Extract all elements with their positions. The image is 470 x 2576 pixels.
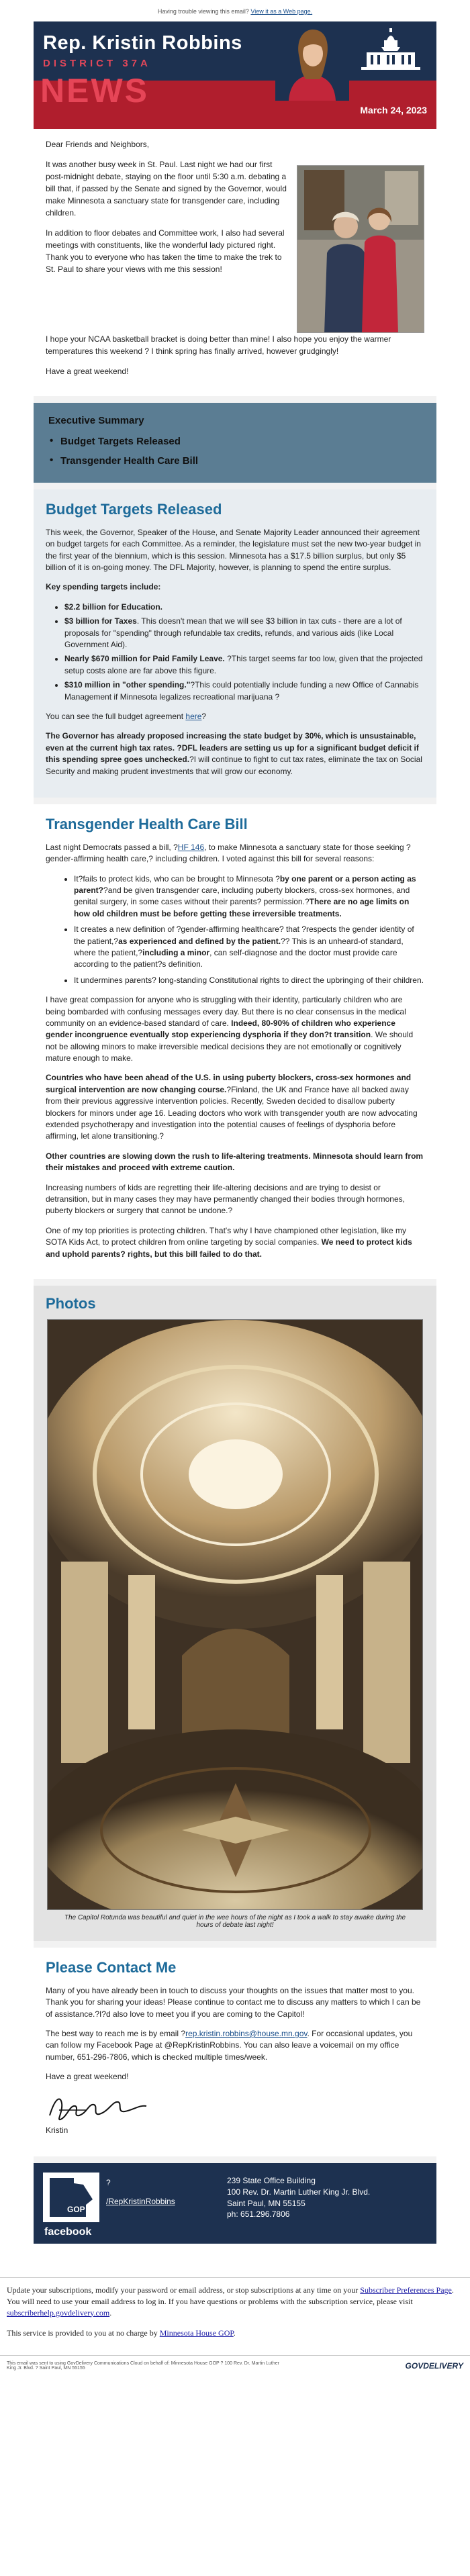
address-line: 100 Rev. Dr. Martin Luther King Jr. Blvd. bbox=[227, 2187, 371, 2197]
tcare-paragraph: Other countries are slowing down the rush to life-altering treatments. Minnesota should learn from their mistakes and proceed with extreme caution. bbox=[46, 1151, 424, 1173]
intro-paragraph: In addition to floor debates and Committee work, I also had several meetings with constituents, like the wonderful lady pictured right. Thank you to everyone who has taken the time to make the trek to St. Paul to share your views with me this session! bbox=[46, 228, 285, 274]
subscriber-help-link[interactable]: subscriberhelp.govdelivery.com bbox=[7, 2307, 110, 2318]
contact-paragraph: The best way to reach me is by email ?rep.kristin.robbins@house.mn.gov. For occasional updates, you can follow my Facebook Page at @RepKristinRobbins. You can also leave a voicemail on my office number, 651-296-7806, which is checked multiple times/week. bbox=[46, 2028, 413, 2062]
govdelivery-logo[interactable]: GOVDELIVERY bbox=[405, 2361, 463, 2371]
list-item: • $2.2 billion for Education. bbox=[64, 602, 424, 613]
header-district: DISTRICT 37A bbox=[43, 58, 151, 69]
email-link[interactable]: rep.kristin.robbins@house.mn.gov bbox=[185, 2028, 308, 2038]
minnesota-gop-icon[interactable] bbox=[43, 2173, 99, 2240]
intro-closing: Have a great weekend! bbox=[46, 367, 129, 376]
list-item: • It undermines parents? long-standing Constitutional rights to direct the upbringing of their children. bbox=[74, 975, 424, 986]
house-gop-link[interactable]: Minnesota House GOP bbox=[159, 2328, 234, 2338]
header-title: Rep. Kristin Robbins bbox=[43, 32, 242, 54]
contact-title: Please Contact Me bbox=[46, 1958, 177, 1976]
fine-print: This email was sent to using GovDelivery Communications Cloud on behalf of: Minnesota House GOP ? 100 Rev. Dr. Martin Luther King Jr. Blvd. ? Saint Paul, MN 55155 bbox=[7, 2361, 279, 2371]
key-targets-label: Key spending targets include: bbox=[46, 582, 161, 592]
signature-name: Kristin bbox=[46, 2125, 68, 2135]
photo-caption: The Capitol Rotunda was beautiful and quiet in the wee hours of the night as I took a walk to stay awake during the hours of debate last night! bbox=[64, 1913, 406, 1929]
intro-paragraph: It was another busy week in St. Paul. Last night we had our first post-midnight debate, staying on the floor until 5:30 a.m. debating a bill that, if passed by the Senate and signed by the Governor, would make Minnesota a sanctuary state for transgender care, including children. bbox=[46, 160, 287, 218]
header-news-label: NEWS bbox=[40, 72, 149, 109]
newsletter-header bbox=[34, 21, 436, 129]
reasons-list bbox=[46, 873, 424, 987]
intro-paragraph: I hope your NCAA basketball bracket is doing better than mine! I also hope you enjoy the warmer temperatures this weekend ? I think spring has finally arrived, however grudgingly! bbox=[46, 334, 391, 356]
address-line: 239 State Office Building bbox=[227, 2175, 316, 2185]
phone-line: ph: 651.296.7806 bbox=[227, 2209, 290, 2220]
budget-title: Budget Targets Released bbox=[46, 501, 222, 518]
capitol-rotunda-photo bbox=[47, 1319, 423, 1910]
facebook-label: facebook bbox=[44, 2226, 92, 2238]
executive-summary bbox=[34, 396, 436, 489]
facebook-block bbox=[99, 2173, 207, 2206]
facebook-page-link[interactable]: /RepKristinRobbins bbox=[106, 2196, 175, 2206]
summary-title: Executive Summary bbox=[48, 415, 144, 426]
address-line: Saint Paul, MN 55155 bbox=[227, 2198, 306, 2208]
header-date: March 24, 2023 bbox=[360, 105, 427, 115]
constituent-photo bbox=[297, 165, 424, 333]
budget-agreement-link[interactable]: here bbox=[185, 711, 202, 721]
transgender-bill-section bbox=[34, 798, 436, 1279]
contact-section bbox=[34, 1941, 436, 2156]
contact-closing: Have a great weekend! bbox=[46, 2072, 129, 2082]
footer-q: ? bbox=[106, 2177, 111, 2187]
newsletter bbox=[34, 21, 436, 2244]
tcare-paragraph: I have great compassion for anyone who is struggling with their identity, particularly children who are being bombarded with confusing messages every day. But there is no clear consensus in the medical community on an evidence-based standard of care. Indeed, 80-90% of children who experience gender incongruence eventually stop experiencing dysphoria if they don?t transition. We should not be allowing minors to make irreversible medical decisions they are not emotionally or cognitively mature enough to make. bbox=[46, 995, 414, 1063]
govdelivery-bar bbox=[0, 2355, 470, 2376]
list-item: • $3 billion for Taxes. This doesn't mean that we will see $3 billion in tax cuts - there are a lot of proposals for "spending" through refundable tax credits, refunds, and various aids (like Local Government Aid). bbox=[64, 616, 424, 651]
gop-label: GOP bbox=[67, 2204, 85, 2214]
summary-item[interactable]: • Budget Targets Released bbox=[48, 432, 422, 451]
contact-paragraph: Many of you have already been in touch to discuss your thoughts on the issues that matter most to you. Thank you for sharing your ideas! Please continue to contact me to discuss any matters to which I can be of assistance.?I?d also love to meet you if you are coming to the Capitol! bbox=[46, 1985, 421, 2019]
hf146-link[interactable]: HF 146 bbox=[177, 842, 205, 852]
govdelivery-footer bbox=[0, 2277, 470, 2355]
capitol-building-icon bbox=[357, 27, 424, 81]
budget-paragraph: This week, the Governor, Speaker of the House, and Senate Majority Leader announced their agreement on budget targets for each Committee. As a reminder, the legislature must set the new two-year budget in the first year of the biennium, which is this session. Minnesota has a $17.5 billion surplus, but only $5 billion of it is on-going money. The DFL Majority, however, is planning to spend the entire surplus. bbox=[46, 527, 421, 573]
budget-section bbox=[34, 489, 436, 798]
intro-section bbox=[34, 129, 436, 396]
agreement-paragraph: You can see the full budget agreement here? bbox=[46, 711, 207, 721]
top-notice bbox=[0, 0, 470, 21]
tcare-paragraph: Increasing numbers of kids are regretting their life-altering decisions and are trying to desist or detransition, but in many cases they may have permanently changed their bodies through hormones, puberty blockers or surgery that cannot be undone.? bbox=[46, 1182, 405, 1216]
greeting: Dear Friends and Neighbors, bbox=[46, 140, 150, 149]
tcare-paragraph: Countries who have been ahead of the U.S. in using puberty blockers, cross-sex hormones and surgical intervention are now changing course.?Finland, the UK and France have all backed away from their previous aggressive intervention policies. Recently, Sweden decided to disallow puberty blockers for minors under age 16. Leading doctors who work with transgender youth are now advocating extended psychotherapy and investigation into the potential causes of feelings of dysphoria before affirming, let alone transitioning.? bbox=[46, 1073, 418, 1141]
signature bbox=[46, 2091, 424, 2125]
list-item: • $310 million in "other spending."?This could potentially include funding a new Office of Cannabis Management if Minnesota legalizes recreational marijuana ? bbox=[64, 679, 424, 703]
subscription-text: Update your subscriptions, modify your password or email address, or stop subscriptions at any time on your Subscriber Preferences Page. You will need to use your email address to log in. If you have questions or problems with the subscription service, please visit subscriberhelp.govdelivery.com. bbox=[7, 2285, 454, 2318]
list-item: • It?fails to protect kids, who can be brought to Minnesota ?by one parent or a person acting as parent??and be given transgender care, including puberty blockers, cross-sex hormones, and genital surgery, in some cases without their parents? permission.?There are no age limits on how old children must be before getting these irreversible treatments. bbox=[74, 873, 424, 920]
summary-item[interactable]: • Transgender Health Care Bill bbox=[48, 451, 422, 471]
tcare-paragraph: Last night Democrats passed a bill, ?HF 146, to make Minnesota a sanctuary state for those seeking ?gender-affirming health care,? including children. I voted against this bill for several reasons: bbox=[46, 842, 411, 864]
budget-paragraph: The Governor has already proposed increasing the state budget by 30%, which is unsustainable, even at the current high tax rates. ?DFL leaders are setting us up for a significant budget deficit if this spending spree goes unchecked.?I will continue to fight to cut tax rates, eliminate the tax on Social Security and making prudent investments that will grow our economy. bbox=[46, 731, 422, 776]
list-item: • Nearly $670 million for Paid Family Leave. ?This target seems far too low, given that the projected setup costs alone are far above this figure. bbox=[64, 653, 424, 677]
list-item: • It creates a new definition of ?gender-affirming healthcare? that ?respects the gender identity of the patient,?as experienced and defined by the patient.?? This is an unheard-of standard, where the patient,?including a minor, can self-diagnose and the doctor must provide care according to the patient?s definition. bbox=[74, 924, 424, 971]
tcare-paragraph: One of my top priorities is protecting children. That's why I have championed other legislation, like my SOTA Kids Act, to protect children from online targeting by social companies. We need to protect kids and uphold parents? rights, but this bill failed to do that. bbox=[46, 1225, 412, 1259]
photos-title: Photos bbox=[46, 1294, 96, 1312]
footer bbox=[34, 2156, 436, 2244]
service-text: This service is provided to you at no charge by Minnesota House GOP. bbox=[7, 2328, 236, 2338]
spending-targets-list bbox=[46, 602, 424, 703]
top-notice-text: Having trouble viewing this email? bbox=[157, 8, 249, 15]
tcare-title: Transgender Health Care Bill bbox=[46, 815, 248, 832]
photos-section bbox=[34, 1279, 436, 1941]
portrait-photo bbox=[275, 21, 349, 101]
view-web-page-link[interactable]: View it as a Web page. bbox=[250, 8, 313, 15]
office-address bbox=[207, 2173, 370, 2220]
subscriber-preferences-link[interactable]: Subscriber Preferences Page bbox=[360, 2285, 452, 2295]
